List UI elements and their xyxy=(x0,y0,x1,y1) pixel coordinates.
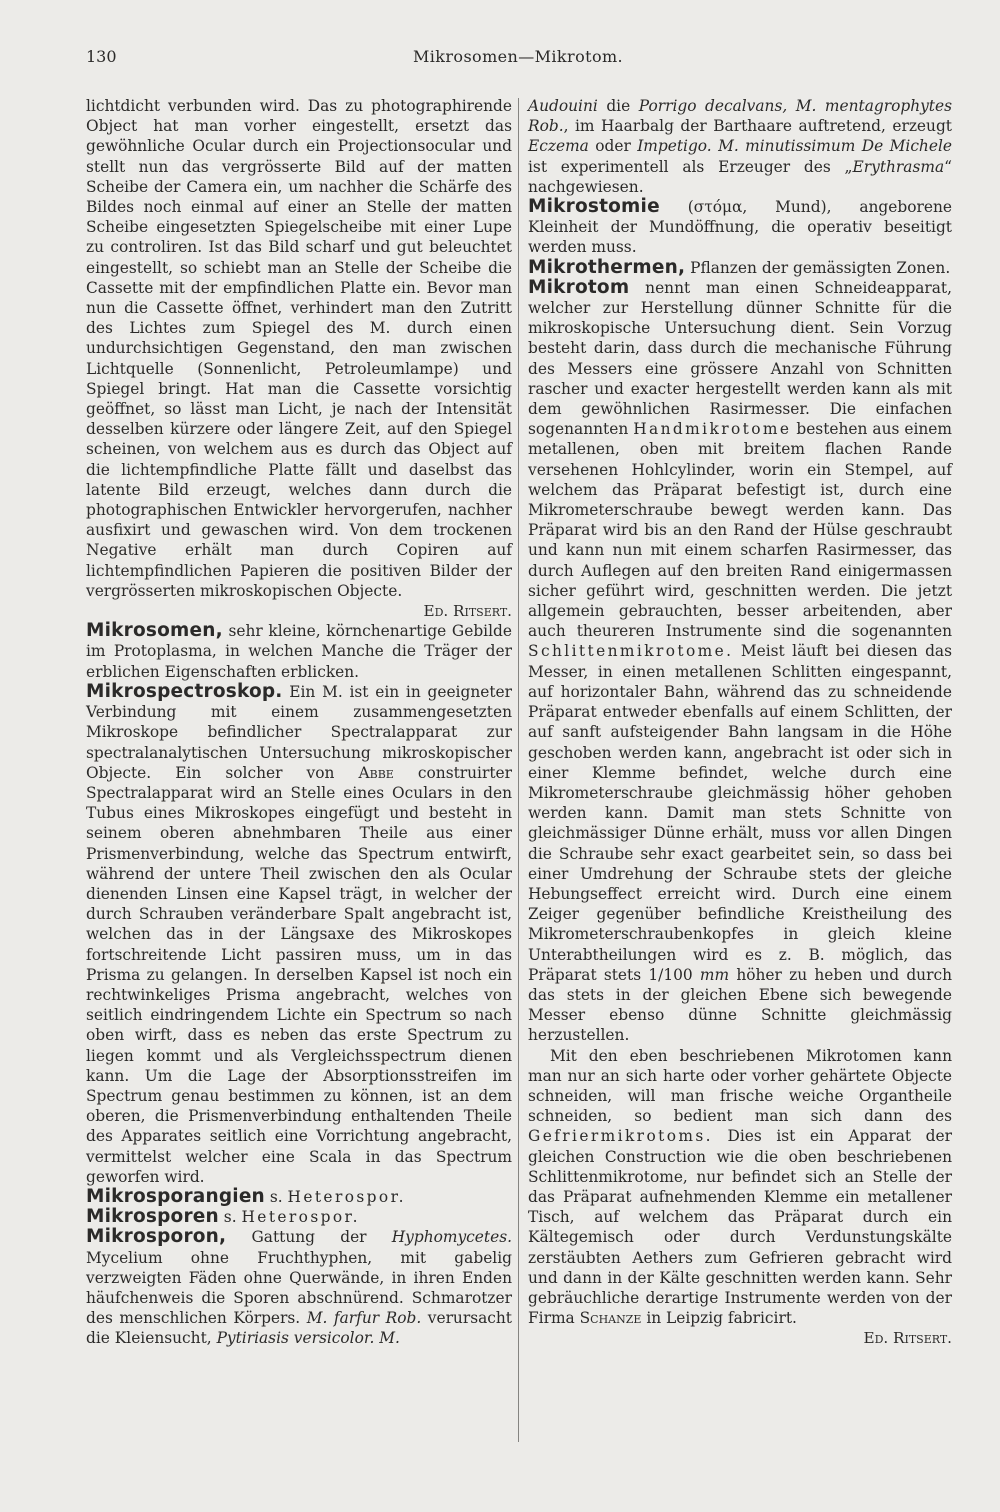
small-caps-name: Schanze xyxy=(579,1309,642,1328)
italic-text: Erythrasma xyxy=(852,157,945,176)
spaced-text: Heterospor. xyxy=(241,1208,360,1227)
text-run: bestehen aus einem metallenen, oben mit breitem flachen Rande versehenen Hohlcylinder, worin ein Stempel, auf welchem das Präparat befestigt ist, durch eine Mikrometerschraube bewegt werden kann. Das Präparat wird bis an den Rand der Hülse geschraubt und kann nun mit einem scharfen Rasirmesser, das durch Auflegen auf den breiten Rand einigermassen sicher geführt wird, geschnitten werden. Die jetzt allgemein gebrauchten, besser arbeitenden, aber auch theureren Instrumente sind die sogenannten xyxy=(528,420,952,641)
text-run: in Leipzig fabricirt. xyxy=(641,1309,797,1328)
headword: Mikrospectroskop. xyxy=(86,680,283,702)
spaced-text: Gefriermikrotoms. xyxy=(528,1127,713,1146)
fraction: 1/100 xyxy=(648,965,693,984)
text-run: construirter Spectralapparat wird an Stelle eines Oculars in den Tubus eines Mikroskopes eingefügt und besteht in seinem oberen abnehmbaren Theile aus einer Prismenverbindung, welche das Spectrum entwirft, während der untere Theil zwischen den als Ocular dienenden Linsen eine Kapsel trägt, in welcher der durch Schrauben veränderbare Spalt angebracht ist, welchen das in der Längsaxe des Mikroskopes fortschreitende Licht passiren muss, um in das Prisma zu gelangen. In derselben Kapsel ist noch ein rechtwinkeliges Prisma angebracht, welches von seitlich eindringendem Lichte ein Spectrum so nach oben wirft, dass es neben das erste Spectrum zu liegen kommt und als Vergleichsspectrum dienen kann. Um die Lage der Absorptionsstreifen im Spectrum genau bestimmen zu können, ist an dem oberen, die Prismenverbindung enthaltenden Theile des Apparates seitlich eine Vorrichtung angebracht, vermittelst welcher eine Scala in das Spectrum geworfen wird. xyxy=(86,763,512,1186)
headword: Mikrosporangien xyxy=(86,1185,265,1207)
headword: Mikrosporon, xyxy=(86,1226,227,1248)
text-run: , im Haarbalg der Barthaare auftretend, erzeugt xyxy=(563,117,952,136)
running-header xyxy=(86,47,950,73)
entry-mikrosporen xyxy=(86,1207,512,1227)
text-run: Ein M. ist ein in geeigneter Verbindung mit einem zusammengesetzten Mikroskope befindlicher Spectralapparat zur spectralanalytischen Untersuchung mikroskopischer Objecte. Ein solcher von xyxy=(86,682,512,782)
text-run: verursacht die Kleiensucht, xyxy=(86,1309,512,1348)
italic-text: M. farfur Rob. xyxy=(306,1309,422,1328)
italic-text: Impetigo. M. minutissimum De Michele xyxy=(637,137,952,156)
headword: Mikrothermen, xyxy=(528,256,686,278)
entry-mikrosomen xyxy=(86,621,512,682)
text-run: oder xyxy=(588,137,638,156)
text-run: Gattung der xyxy=(226,1228,392,1247)
italic-text: mm xyxy=(699,965,730,984)
text-run: Pflanzen der gemässigten Zonen. xyxy=(685,258,951,277)
headword: Mikrotom xyxy=(528,276,630,298)
signature-ritsert-2: Ed. Ritsert. xyxy=(863,1329,952,1348)
italic-text: Hyphomycetes. xyxy=(391,1228,512,1247)
text-run: lichtdicht verbunden wird. Das zu photographirende Object hat man vorher eingestellt, ersetzt das gewöhnliche Ocular durch ein Projectionsocular und stellt nun das vergrösserte Bild auf der matten Scheibe der Camera ein, um nachher die Schärfe des Bildes noch einmal auf einer an Stelle der matten Scheibe eingesetzten Spiegelscheibe mit einer Lupe zu controliren. Ist das Bild scharf und gut beleuchtet eingestellt, so schiebt man an Stelle der Scheibe die Cassette mit der empfindlichen Platte ein. Bevor man nun die Cassette öffnet, verhindert man den Zutritt des Lichtes zum Spiegel des M. durch einen undurchsichtigen Gegenstand, den man zwischen Lichtquelle (Sonnenlicht, Petroleumlampe) und Spiegel bringt. Hat man die Cassette vorsichtig geöffnet, so lässt man Licht, je nach der Intensität desselben kürzere oder längere Zeit, auf den Spiegel scheinen, von welchem aus es durch das Object auf die lichtempfindliche Platte fällt und daselbst das latente Bild erzeugt, welches dann durch die photographischen Entwickler hervorgerufen, nachher ausfixirt und gewaschen wird. Von dem trockenen Negative erhält man durch Copiren auf lichtempfindlichen Papieren die positiven Bilder der vergrösserten mikroskopischen Objecte. xyxy=(86,97,512,600)
spaced-text: Schlittenmikrotome. xyxy=(528,642,734,661)
spaced-text: Handmikrotome xyxy=(633,420,792,439)
running-title: Mikrosomen—Mikrotom. xyxy=(412,47,624,66)
text-run: s. xyxy=(218,1208,242,1227)
entry-mikrosporon xyxy=(86,1227,512,1348)
text-run: Mit den eben beschriebenen Mikrotomen kann man nur an sich harte oder vorher gehärtete Objecte schneiden, will man frische weiche Organtheile schneiden, so bedient man sich dann des xyxy=(528,1046,952,1126)
italic-text: Pytiriasis versicolor. M. xyxy=(216,1329,400,1348)
text-run: s. xyxy=(264,1187,288,1206)
right-column xyxy=(528,96,952,1349)
entry-mikrotom xyxy=(528,278,952,1046)
entry-mikrothermen xyxy=(528,258,952,278)
page-number: 130 xyxy=(86,47,117,66)
text-run: die xyxy=(597,97,639,115)
entry-mikrospectroskop xyxy=(86,682,512,1187)
text-run: sehr kleine, körnchenartige Gebilde im Protoplasma, in welchen Manche die Träger der erblichen Eigenschaften erblicken. xyxy=(86,622,512,681)
text-run: höher zu heben und durch das stets in der gleichen Ebene sich bewegende Messer ebenso dünne Schnitte gleichmässig herzustellen. xyxy=(528,965,952,1045)
spaced-text: Heterospor. xyxy=(287,1187,406,1206)
italic-text: Porrigo decalvans, M. mentagrophytes Rob. xyxy=(528,97,953,136)
continuation-mikrosporon xyxy=(528,96,952,197)
text-run xyxy=(693,966,700,984)
text-run: Meist läuft bei diesen das Messer, in einen metallenen Schlitten eingespannt, auf horizontaler Bahn, während das zu schneidende Präparat entweder ebenfalls auf einem Schlitten, der auf sanft aufsteigender Bahn langsam in die Höhe geschoben werden kann, angebracht ist oder sich in einer Klemme befindet, welche durch eine Mikrometerschraube gleichmässig höher gehoben werden kann. Damit man stets Schnitte von gleichmässiger Dünne erhält, muss vor allen Dingen die Schraube sehr exact gearbeitet sein, so dass bei einer Umdrehung der Schraube stets der gleiche Hebungseffect erreicht wird. Durch eine einem Zeiger gegenüber befindliche Kreistheilung des Mikrometerschraubenkopfes in gleich kleine Unterabtheilungen wird es z. B. möglich, das Präparat stets xyxy=(528,642,952,984)
text-run: (στόμα, Mund), angeborene Kleinheit der Mundöffnung, die operativ beseitigt werden muss. xyxy=(528,198,952,257)
text-run: ist experimentell als Erzeuger des „ xyxy=(528,157,853,176)
column-rule xyxy=(518,98,519,1442)
italic-text: Audouini xyxy=(528,97,598,115)
text-run: nennt man einen Schneideapparat, welcher zur Herstellung dünner Schnitte für die mikroskopische Untersuchung dient. Sein Vorzug besteht darin, dass durch die mechanische Führung des Messers eine grössere Anzahl von Schnitten rascher und exacter hergestellt werden kann als mit dem gewöhnlichen Rasirmesser. Die einfachen sogenannten xyxy=(528,278,952,439)
text-run: “ nachgewiesen. xyxy=(528,157,952,196)
left-column xyxy=(86,96,512,1349)
signature-ritsert-1: Ed. Ritsert. xyxy=(423,602,512,621)
text-run: Mycelium ohne Fruchthyphen, mit gabelig verzweigten Fäden ohne Querwände, in ihren Enden häufchenweis die Sporen abschnürend. Schmarotzer des menschlichen Körpers. xyxy=(86,1248,512,1328)
mikrotom-paragraph-2 xyxy=(528,1046,952,1329)
text-run: Dies ist ein Apparat der gleichen Construction wie die oben beschriebenen Schlittenmikrotome, nur befindet sich an Stelle der das Präparat aufnehmenden Klemme ein metallener Tisch, auf welchem das Präparat durch ein Kältegemisch oder durch Verdunstungskälte zerstäubten Aethers zum Gefrieren gebracht wird und dann in der Kälte geschnitten werden kann. Sehr gebräuchliche derartige Instrumente werden von der Firma xyxy=(528,1127,952,1328)
small-caps-name: Abbe xyxy=(358,763,394,782)
continuation-photography xyxy=(86,96,512,601)
entry-mikrostomie xyxy=(528,197,952,258)
headword: Mikrosporen xyxy=(86,1206,219,1228)
italic-text: Eczema xyxy=(528,137,589,156)
entry-mikrosporangien xyxy=(86,1187,512,1207)
headword: Mikrostomie xyxy=(528,196,660,218)
headword: Mikrosomen, xyxy=(86,620,223,642)
